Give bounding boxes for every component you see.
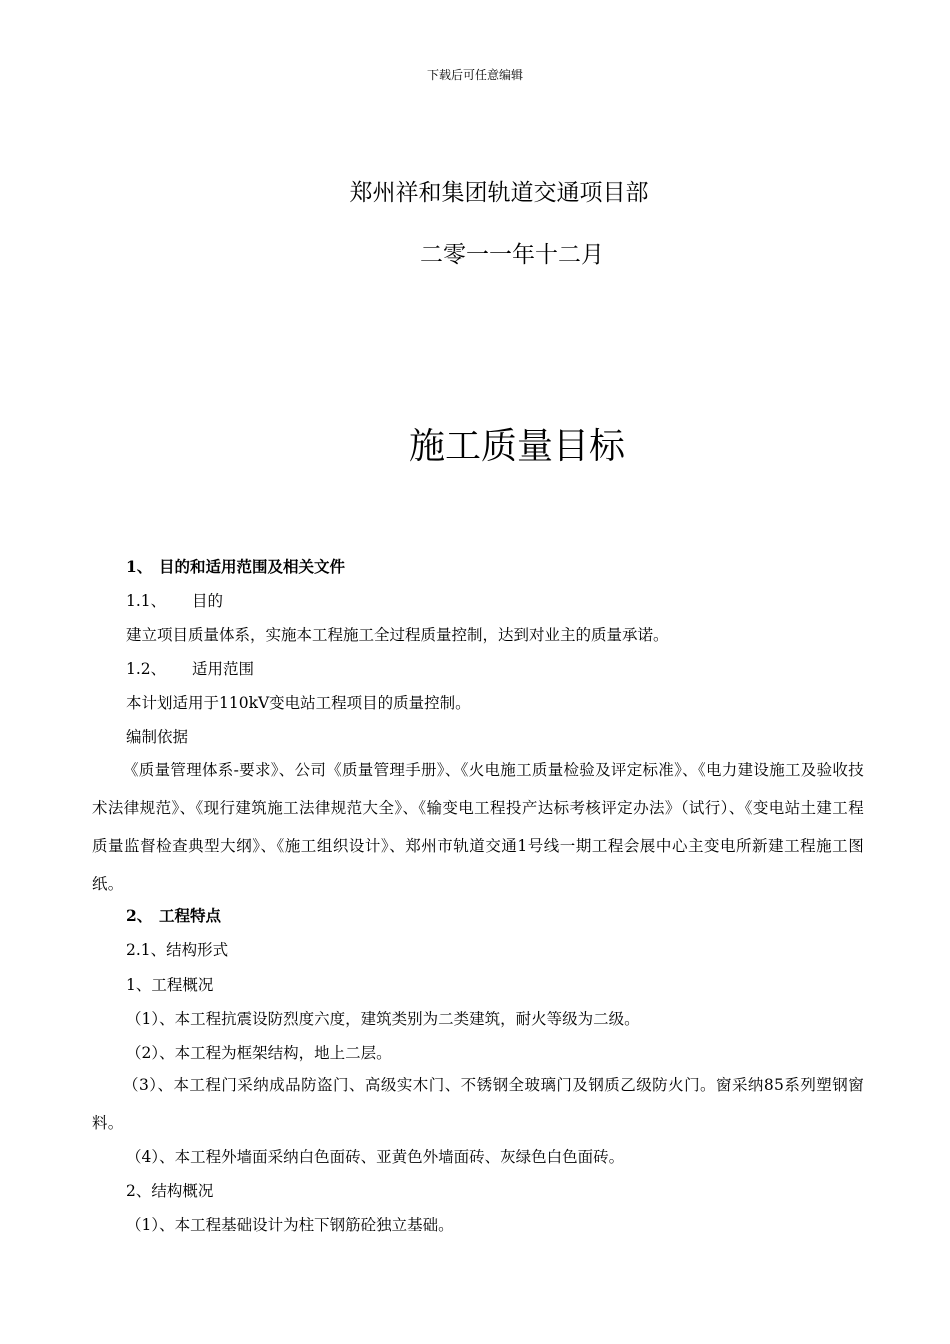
structure-item: （1）、本工程基础设计为柱下钢筋砼独立基础。 xyxy=(126,1216,454,1234)
section-1-title: 目的和适用范围及相关文件 xyxy=(159,557,346,576)
basis-heading: 编制依据 xyxy=(126,728,189,746)
section-1-2-heading xyxy=(126,658,254,680)
overview-item: （3）、本工程门采纳成品防盗门、高级实木门、不锈钢全玻璃门及钢质乙级防火门。窗采纳85系列塑钢窗料。 xyxy=(92,1076,864,1132)
overview-item: （1）、本工程抗震设防烈度六度，建筑类别为二类建筑，耐火等级为二级。 xyxy=(126,1010,640,1028)
section-1-1-title: 目的 xyxy=(192,592,224,610)
overview-heading: 1、工程概况 xyxy=(126,976,214,994)
section-2-heading xyxy=(126,905,221,927)
section-2-title: 工程特点 xyxy=(159,906,222,925)
purpose-text: 建立项目质量体系，实施本工程施工全过程质量控制，达到对业主的质量承诺。 xyxy=(126,626,669,644)
section-2-number: 2、 xyxy=(126,906,153,925)
section-2-1-heading: 2.1、结构形式 xyxy=(126,941,229,959)
document-date: 二零一一年十二月 xyxy=(420,242,604,268)
section-1-heading xyxy=(126,556,345,578)
section-1-2-number: 1.2、 xyxy=(126,660,167,678)
section-1-number: 1、 xyxy=(126,557,153,576)
header-note: 下载后可任意编辑 xyxy=(426,68,523,82)
basis-paragraph: 《质量管理体系-要求》、公司《质量管理手册》、《火电施工质量检验及评定标准》、《电力建设施工及验收技术法律规范》、《现行建筑施工法律规范大全》、《输变电工程投产达标考核评定办法》（试行）、《变电站土建工程质量监督检查典型大纲》、《施工组织设计》、郑州市轨道交通1号线一期工程会展中心主变电所新建工程施工图纸。 xyxy=(92,761,864,893)
organization-name: 郑州祥和集团轨道交通项目部 xyxy=(349,180,649,206)
document-title: 施工质量目标 xyxy=(408,426,625,467)
scope-text: 本计划适用于110kV变电站工程项目的质量控制。 xyxy=(126,694,471,712)
structure-heading: 2、结构概况 xyxy=(126,1182,214,1200)
section-1-2-title: 适用范围 xyxy=(192,660,255,678)
overview-item: （2）、本工程为框架结构，地上二层。 xyxy=(126,1044,392,1062)
section-1-1-heading xyxy=(126,590,223,612)
overview-item: （4）、本工程外墙面采纳白色面砖、亚黄色外墙面砖、灰绿色白色面砖。 xyxy=(126,1148,625,1166)
section-1-1-number: 1.1、 xyxy=(126,592,167,610)
